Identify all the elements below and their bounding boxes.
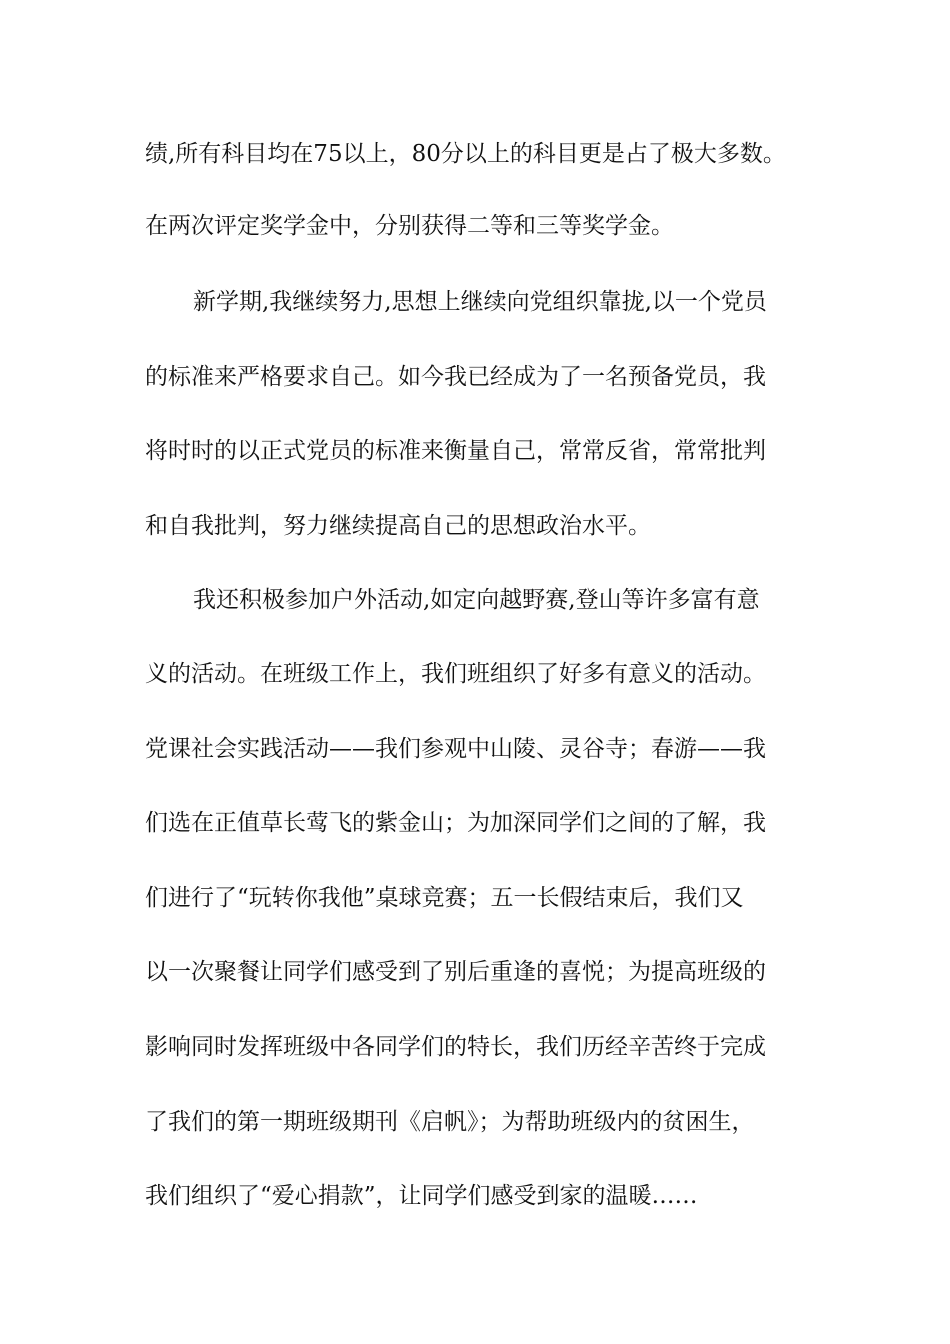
text-line: 绩,所有科目均在75以上，80分以上的科目更是占了极大多数。 <box>145 141 786 167</box>
text-line: 们进行了“玩转你我他”桌球竞赛；五一长假结束后，我们又 <box>145 885 744 911</box>
text-line: 在两次评定奖学金中，分别获得二等和三等奖学金。 <box>145 213 674 239</box>
text-line: 我们组织了“爱心捐款”，让同学们感受到家的温暖…… <box>145 1183 698 1209</box>
text-line: 影响同时发挥班级中各同学们的特长，我们历经辛苦终于完成 <box>145 1034 766 1060</box>
text-line: 将时时的以正式党员的标准来衡量自己，常常反省，常常批判 <box>145 438 766 464</box>
text-line: 和自我批判，努力继续提高自己的思想政治水平。 <box>145 513 651 539</box>
text-line: 义的活动。在班级工作上，我们班组织了好多有意义的活动。 <box>145 661 766 687</box>
paragraph-first-line: 我还积极参加户外活动,如定向越野赛,登山等许多富有意 <box>193 587 760 613</box>
text-line: 了我们的第一期班级期刊《启帆》；为帮助班级内的贫困生， <box>145 1109 755 1135</box>
text-line: 以一次聚餐让同学们感受到了别后重逢的喜悦；为提高班级的 <box>145 959 766 985</box>
paragraph-first-line: 新学期,我继续努力,思想上继续向党组织靠拢,以一个党员 <box>193 289 767 315</box>
text-line: 的标准来严格要求自己。如今我已经成为了一名预备党员，我 <box>145 364 766 390</box>
text-line: 们选在正值草长莺飞的紫金山；为加深同学们之间的了解，我 <box>145 810 766 836</box>
text-line: 党课社会实践活动——我们参观中山陵、灵谷寺；春游——我 <box>145 736 766 762</box>
